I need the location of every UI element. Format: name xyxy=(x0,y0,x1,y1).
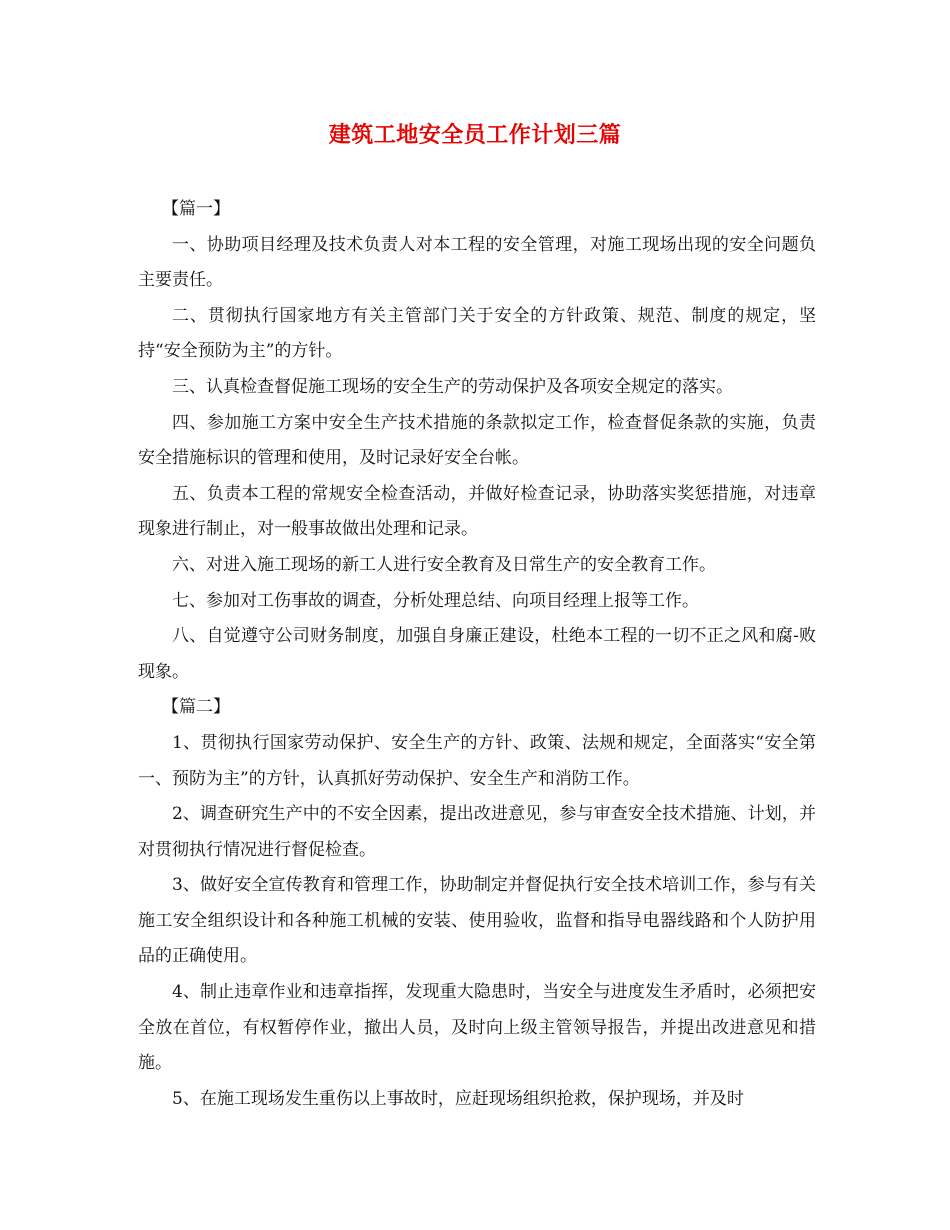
document-title: 建筑工地安全员工作计划三篇 xyxy=(328,122,622,148)
paragraph: 七、参加对工伤事故的调查，分析处理总结、向项目经理上报等工作。 xyxy=(172,590,699,611)
paragraph: 1、贯彻执行国家劳动保护、安全生产的方针、政策、法规和规定，全面落实“安全第一、预防为主”的方针，认真抓好劳动保护、安全生产和消防工作。 xyxy=(138,732,816,789)
paragraph: 六、对进入施工现场的新工人进行安全教育及日常生产的安全教育工作。 xyxy=(172,554,716,575)
paragraph: 3、做好安全宣传教育和管理工作，协助制定并督促执行安全技术培训工作，参与有关施工安全组织设计和各种施工机械的安装、使用验收，监督和指导电器线路和个人防护用品的正确使用。 xyxy=(138,875,816,967)
paragraph: 三、认真检查督促施工现场的安全生产的劳动保护及各项安全规定的落实。 xyxy=(172,376,733,397)
paragraph: 5、在施工现场发生重伤以上事故时，应赶现场组织抢救，保护现场，并及时 xyxy=(172,1088,744,1109)
section-heading: 【篇二】 xyxy=(162,697,230,718)
section-heading: 【篇一】 xyxy=(162,199,230,219)
paragraph: 一、协助项目经理及技术负责人对本工程的安全管理，对施工现场出现的安全问题负主要责任。 xyxy=(138,234,816,291)
paragraph: 4、制止违章作业和违章指挥，发现重大隐患时，当安全与进度发生矛盾时，必须把安全放在首位，有权暂停作业，撤出人员，及时向上级主管领导报告，并提出改进意见和措施。 xyxy=(138,982,816,1074)
paragraph: 二、贯彻执行国家地方有关主管部门关于安全的方针政策、规范、制度的规定，坚持“安全预防为主”的方针。 xyxy=(138,305,816,362)
document-body xyxy=(138,192,816,1117)
paragraph: 2、调查研究生产中的不安全因素，提出改进意见，参与审查安全技术措施、计划，并对贯彻执行情况进行督促检查。 xyxy=(138,804,816,860)
paragraph: 八、自觉遵守公司财务制度，加强自身廉正建设，杜绝本工程的一切不正之风和腐-败现象。 xyxy=(138,626,816,682)
paragraph: 四、参加施工方案中安全生产技术措施的条款拟定工作，检查督促条款的实施，负责安全措施标识的管理和使用，及时记录好安全台帐。 xyxy=(138,412,816,469)
paragraph: 五、负责本工程的常规安全检查活动，并做好检查记录，协助落实奖惩措施，对违章现象进行制止，对一般事故做出处理和记录。 xyxy=(138,483,816,540)
